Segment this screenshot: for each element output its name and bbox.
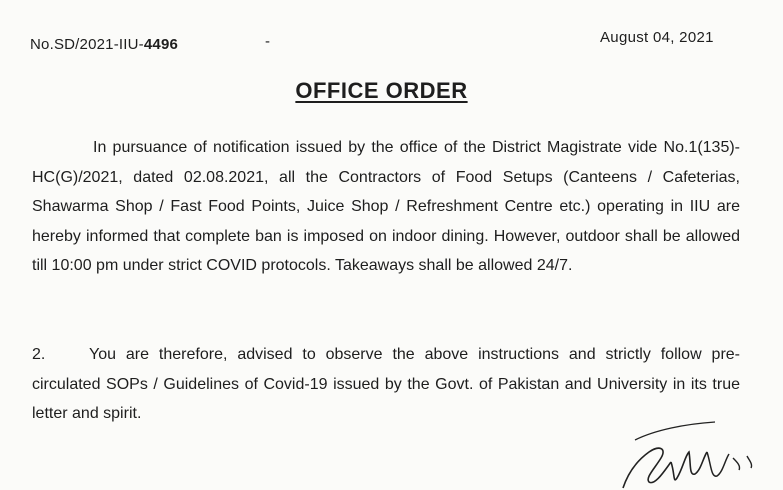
paragraph-1: In pursuance of notification issued by the office of the District Magistrate vide No.1(135)-HC(G)/2021, dated 02.08.2021, all the Contractors of Food Setups (Canteens / Cafeterias, Shawarma Shop / Fast Food Points, Juice Shop / Refreshment Centre etc.) operating in IIU are hereby informed that complete ban is imposed on indoor dining. However, outdoor shall be allowed till 10:00 pm under strict COVID protocols. Takeaways shall be allowed 24/7. bbox=[32, 139, 740, 274]
reference-dash: - bbox=[265, 33, 270, 50]
paragraph-2 bbox=[32, 340, 740, 429]
document-title: OFFICE ORDER bbox=[295, 78, 468, 103]
paragraph-2-text: You are therefore, advised to observe the above instructions and strictly follow pre-circulated SOPs / Guidelines of Covid-19 issued by the Govt. of Pakistan and University in its true letter and spirit. bbox=[32, 346, 740, 422]
signature-mark bbox=[615, 418, 783, 490]
reference-serial: 4496 bbox=[143, 36, 179, 53]
reference-number bbox=[30, 36, 178, 53]
reference-prefix: No.SD/2021-IIU- bbox=[30, 36, 144, 53]
paragraph-number: 2. bbox=[32, 346, 46, 363]
order-date: August 04, 2021 bbox=[600, 29, 714, 46]
